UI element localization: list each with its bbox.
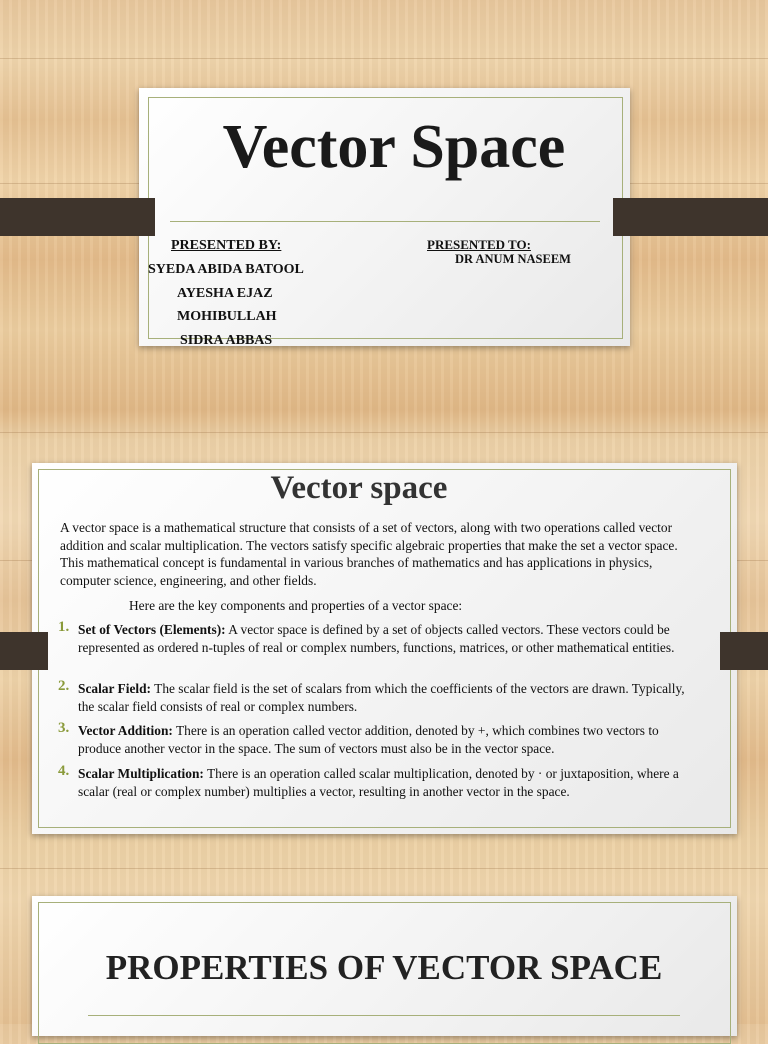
list-text: There is an operation called scalar multiplication, denoted by · or juxtaposition, where a scalar (real or complex number) multiplies a vector, resulting in another vector in the space. — [78, 766, 679, 799]
presented-by-label: PRESENTED BY: — [171, 238, 282, 253]
list-item — [78, 722, 703, 757]
list-number: 2. — [58, 678, 70, 694]
list-item — [78, 621, 703, 656]
presented-to-label: PRESENTED TO: — [427, 237, 531, 252]
list-term: Vector Addition: — [78, 723, 173, 738]
slide-title: PROPERTIES OF VECTOR SPACE — [105, 948, 663, 987]
presented-to-name: DR ANUM NASEEM — [455, 252, 571, 266]
presenter-name: AYESHA EJAZ — [177, 286, 273, 301]
wood-seam — [0, 432, 768, 433]
list-text: There is an operation called vector addition, denoted by +, which combines two vectors to produce another vector in the space. The sum of vectors must also be in the vector space. — [78, 723, 659, 756]
list-text: A vector space is defined by a set of objects called vectors. These vectors could be represented as ordered n-tuples of real or complex numbers, functions, matrices, or other mathematical entities. — [78, 622, 675, 655]
intro-paragraph: A vector space is a mathematical structure that consists of a set of vectors, along with two operations called vector addition and scalar multiplication. The vectors satisfy specific algebraic properties that make the set a vector space. This mathematical concept is fundamental in various branches of mathematics and has applications in physics, computer science, engineering, and other fields. — [60, 520, 678, 588]
title-divider — [170, 221, 600, 222]
presenter-name: SYEDA ABIDA BATOOL — [148, 262, 304, 277]
slide-title: Vector space — [270, 470, 448, 506]
list-number: 4. — [58, 763, 70, 779]
list-lead: Here are the key components and properties of a vector space: — [129, 598, 463, 613]
list-item — [78, 765, 703, 800]
presenter-name: SIDRA ABBAS — [180, 333, 273, 348]
presenter-name: MOHIBULLAH — [177, 309, 277, 324]
decor-bar-right-overlay — [613, 198, 768, 236]
wood-seam — [0, 868, 768, 869]
list-term: Set of Vectors (Elements): — [78, 622, 226, 637]
title-divider — [88, 1015, 680, 1016]
slide-title: Vector Space — [222, 113, 566, 181]
decor-bar-right — [720, 632, 768, 670]
decor-bar-left — [0, 632, 48, 670]
list-item — [78, 680, 703, 715]
list-text: The scalar field is the set of scalars from which the coefficients of the vectors are drawn. Typically, the scalar field consists of real or complex numbers. — [78, 681, 685, 714]
decor-bar-left-overlay — [0, 198, 155, 236]
list-term: Scalar Field: — [78, 681, 152, 696]
list-number: 3. — [58, 720, 70, 736]
list-term: Scalar Multiplication: — [78, 766, 204, 781]
wood-seam — [0, 58, 768, 59]
list-number: 1. — [58, 619, 70, 635]
